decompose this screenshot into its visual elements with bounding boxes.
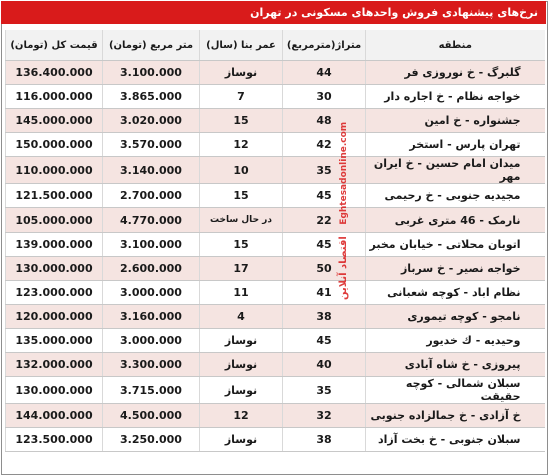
cell-area: 42 bbox=[283, 133, 366, 157]
cell-area: 45 bbox=[283, 328, 366, 352]
cell-price-per-meter: 2.700.000 bbox=[103, 184, 200, 208]
housing-price-table bbox=[5, 30, 545, 452]
cell-region: تهران پارس - استخر bbox=[366, 133, 545, 157]
cell-price-per-meter: 4.500.000 bbox=[103, 404, 200, 428]
table-row bbox=[6, 109, 545, 133]
cell-price: 132.000.000 bbox=[6, 353, 103, 377]
cell-age: 11 bbox=[200, 280, 283, 304]
cell-price: 144.000.000 bbox=[6, 404, 103, 428]
cell-area: 22 bbox=[283, 208, 366, 232]
header-price-per-meter: متر مربع (تومان) bbox=[103, 30, 200, 61]
cell-age: 10 bbox=[200, 157, 283, 184]
cell-price-per-meter: 4.770.000 bbox=[103, 208, 200, 232]
cell-age: نوساز bbox=[200, 353, 283, 377]
cell-age: 15 bbox=[200, 109, 283, 133]
cell-area: 35 bbox=[283, 377, 366, 404]
header-price: قیمت کل (تومان) bbox=[6, 30, 103, 61]
cell-region: وحیدیه - ك خدیور bbox=[366, 328, 545, 352]
watermark bbox=[338, 122, 349, 300]
cell-area: 50 bbox=[283, 256, 366, 280]
cell-region: خواجه نظام - خ اجاره دار bbox=[366, 85, 545, 109]
table-row bbox=[6, 256, 545, 280]
cell-age: 7 bbox=[200, 85, 283, 109]
cell-area: 45 bbox=[283, 184, 366, 208]
cell-price: 136.400.000 bbox=[6, 61, 103, 85]
cell-region: خ آزادی - خ جمالزاده جنوبی bbox=[366, 404, 545, 428]
header-row bbox=[6, 30, 545, 61]
cell-price: 121.500.000 bbox=[6, 184, 103, 208]
cell-region: نامجو - کوچه تیموری bbox=[366, 304, 545, 328]
cell-age: 15 bbox=[200, 232, 283, 256]
cell-price-per-meter: 3.250.000 bbox=[103, 428, 200, 452]
cell-area: 44 bbox=[283, 61, 366, 85]
cell-price-per-meter: 3.020.000 bbox=[103, 109, 200, 133]
table-row bbox=[6, 404, 545, 428]
watermark-url: Eghtesadonline.com bbox=[339, 121, 349, 225]
cell-price: 105.000.000 bbox=[6, 208, 103, 232]
table-body bbox=[6, 61, 545, 452]
table-row bbox=[6, 61, 545, 85]
cell-age: نوساز bbox=[200, 328, 283, 352]
cell-age: نوساز bbox=[200, 428, 283, 452]
cell-price-per-meter: 2.600.000 bbox=[103, 256, 200, 280]
cell-price-per-meter: 3.140.000 bbox=[103, 157, 200, 184]
table-row bbox=[6, 133, 545, 157]
cell-area: 40 bbox=[283, 353, 366, 377]
cell-age: 15 bbox=[200, 184, 283, 208]
table-row bbox=[6, 280, 545, 304]
header-region: منطقه bbox=[366, 30, 545, 61]
cell-price-per-meter: 3.000.000 bbox=[103, 328, 200, 352]
cell-region: سبلان جنوبی - خ بخت آزاد bbox=[366, 428, 545, 452]
cell-price: 139.000.000 bbox=[6, 232, 103, 256]
cell-region: جشنواره - خ امین bbox=[366, 109, 545, 133]
cell-price-per-meter: 3.300.000 bbox=[103, 353, 200, 377]
cell-region: گلبرگ - خ نوروزی فر bbox=[366, 61, 545, 85]
cell-age: نوساز bbox=[200, 377, 283, 404]
cell-price: 123.000.000 bbox=[6, 280, 103, 304]
table-title: نرخ‌های پیشنهادی فروش واحدهای مسکونی در تهران bbox=[1, 1, 546, 24]
cell-area: 48 bbox=[283, 109, 366, 133]
cell-price: 110.000.000 bbox=[6, 157, 103, 184]
cell-price-per-meter: 3.570.000 bbox=[103, 133, 200, 157]
cell-region: نارمک - 46 متری غربی bbox=[366, 208, 545, 232]
header-area: متراژ(مترمربع) bbox=[283, 30, 366, 61]
cell-age: در حال ساخت bbox=[200, 208, 283, 232]
cell-price-per-meter: 3.715.000 bbox=[103, 377, 200, 404]
cell-price: 150.000.000 bbox=[6, 133, 103, 157]
cell-region: مجیدیه جنوبی - خ رحیمی bbox=[366, 184, 545, 208]
cell-age: 12 bbox=[200, 133, 283, 157]
table-row bbox=[6, 208, 545, 232]
cell-area: 32 bbox=[283, 404, 366, 428]
cell-price: 116.000.000 bbox=[6, 85, 103, 109]
table-row bbox=[6, 377, 545, 404]
cell-area: 35 bbox=[283, 157, 366, 184]
cell-region: سبلان شمالی - کوچه حقیقت bbox=[366, 377, 545, 404]
cell-price: 145.000.000 bbox=[6, 109, 103, 133]
cell-price-per-meter: 3.000.000 bbox=[103, 280, 200, 304]
cell-area: 38 bbox=[283, 428, 366, 452]
table-row bbox=[6, 304, 545, 328]
cell-region: اتوبان محلاتی - خیابان مخبر bbox=[366, 232, 545, 256]
table-row bbox=[6, 85, 545, 109]
cell-price: 135.000.000 bbox=[6, 328, 103, 352]
cell-price: 130.000.000 bbox=[6, 377, 103, 404]
cell-region: نظام اباد - کوچه شعبانی bbox=[366, 280, 545, 304]
cell-age: 12 bbox=[200, 404, 283, 428]
cell-price-per-meter: 3.865.000 bbox=[103, 85, 200, 109]
table-row bbox=[6, 184, 545, 208]
table-row bbox=[6, 328, 545, 352]
cell-region: خواجه نصیر - خ سرباز bbox=[366, 256, 545, 280]
cell-region: میدان امام حسین - خ ایران مهر bbox=[366, 157, 545, 184]
cell-price-per-meter: 3.160.000 bbox=[103, 304, 200, 328]
cell-area: 41 bbox=[283, 280, 366, 304]
cell-area: 45 bbox=[283, 232, 366, 256]
cell-age: 4 bbox=[200, 304, 283, 328]
cell-price: 123.500.000 bbox=[6, 428, 103, 452]
watermark-text: اقتصاد آنلاین bbox=[338, 236, 349, 300]
cell-area: 38 bbox=[283, 304, 366, 328]
cell-area: 30 bbox=[283, 85, 366, 109]
cell-region: پیروزی - خ شاه آبادی bbox=[366, 353, 545, 377]
cell-price: 130.000.000 bbox=[6, 256, 103, 280]
header-age: عمر بنا (سال) bbox=[200, 30, 283, 61]
table-row bbox=[6, 428, 545, 452]
cell-price-per-meter: 3.100.000 bbox=[103, 61, 200, 85]
table-row bbox=[6, 157, 545, 184]
table-row bbox=[6, 232, 545, 256]
cell-price-per-meter: 3.100.000 bbox=[103, 232, 200, 256]
cell-age: نوساز bbox=[200, 61, 283, 85]
table-row bbox=[6, 353, 545, 377]
cell-age: 17 bbox=[200, 256, 283, 280]
cell-price: 120.000.000 bbox=[6, 304, 103, 328]
